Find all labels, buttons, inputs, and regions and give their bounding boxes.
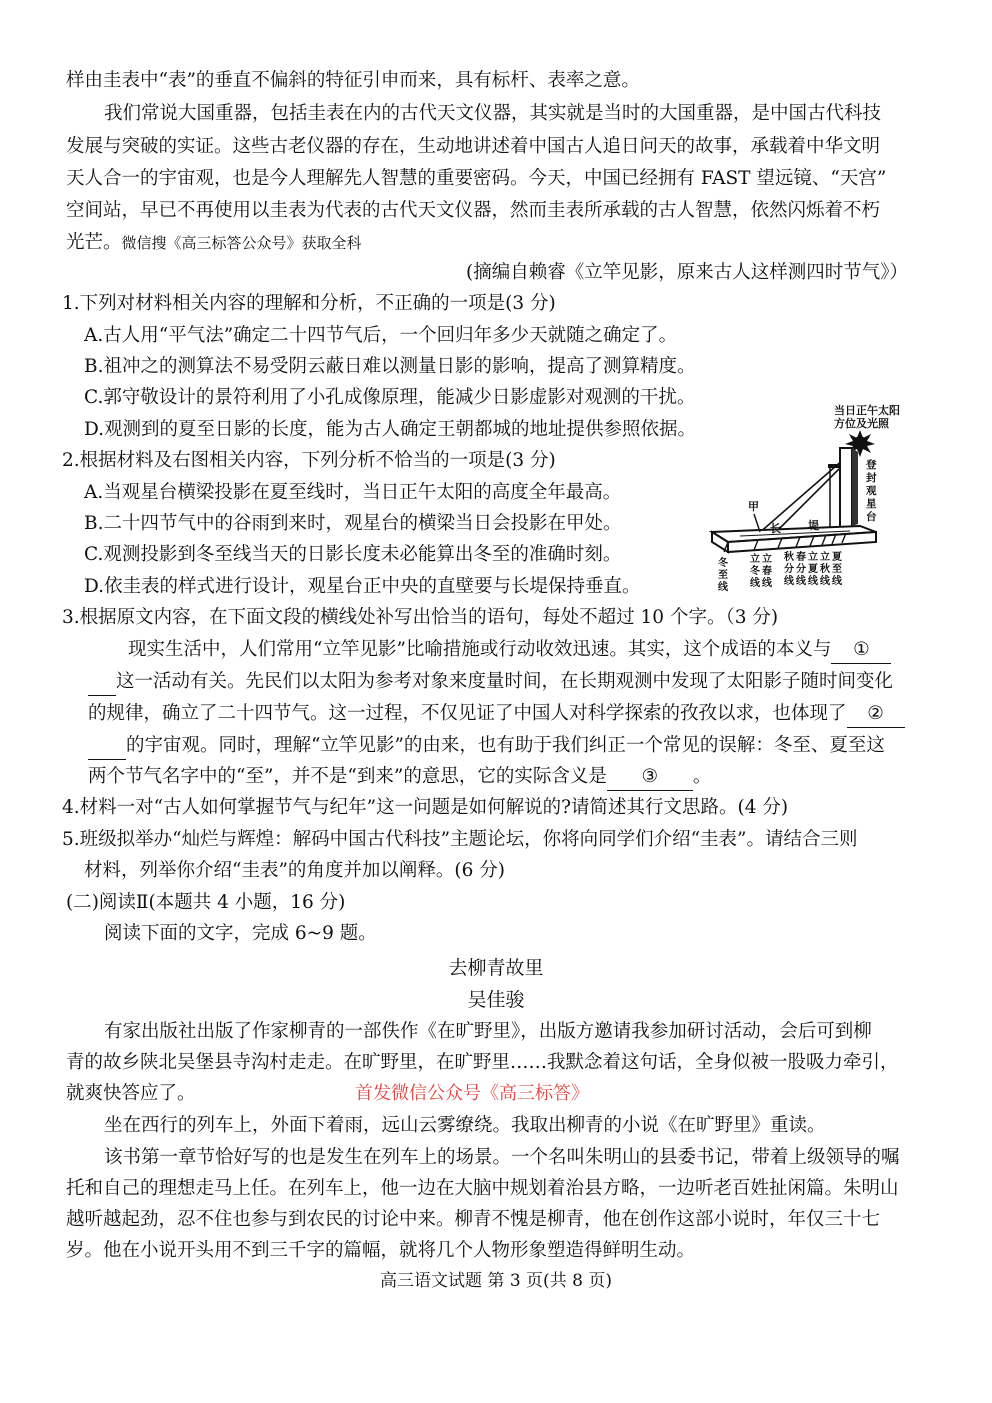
q2-stem: 2.根据材料及右图相关内容，下列分析不恰当的一项是(3 分) <box>62 450 556 471</box>
term-label-lichun <box>762 552 773 589</box>
story-p1-line-2: 青的故乡陕北吴堡县寺沟村走走。在旷野里，在旷野里……我默念着这句话，全身似被一股吸力牵引， <box>66 1052 899 1073</box>
q3-passage-line-2 <box>88 669 893 696</box>
svg-text:线: 线 <box>784 576 794 587</box>
story-author: 吴佳骏 <box>467 989 525 1011</box>
observatory-figure <box>700 396 940 602</box>
page-footer: 高三语文试题 第 3 页(共 8 页) <box>380 1271 612 1291</box>
story-p1-line-3: 就爽快答应了。 <box>66 1083 196 1104</box>
svg-text:线: 线 <box>762 578 772 589</box>
section-2-instruction: 阅读下面的文字，完成 6~9 题。 <box>104 923 377 944</box>
svg-text:冬: 冬 <box>750 566 760 577</box>
svg-text:线: 线 <box>718 582 728 593</box>
q3-passage-line-3 <box>88 701 905 728</box>
intro-line-6-text: 光芒。 <box>66 232 122 253</box>
tower-label-3: 观 <box>866 485 877 497</box>
intro-line-4: 天人合一的宇宙观，也是今人理解先人智慧的重要密码。今天，中国已经拥有 FAST 望远镜、“天宫” <box>66 168 887 189</box>
svg-text:夏: 夏 <box>808 564 818 575</box>
q3-text-2: 这一活动有关。先民们以太阳为参考对象来度量时间，在长期观测中发现了太阳影子随时间变化 <box>116 671 894 692</box>
story-p3-line-4: 岁。他在小说开头用不到三千字的篇幅，就将几个人物形象塑造得鲜明生动。 <box>66 1240 696 1261</box>
story-p1-line-1: 有家出版社出版了作家柳青的一部佚作《在旷野里》，出版方邀请我参加研讨活动，会后可到柳 <box>104 1021 872 1042</box>
svg-text:线: 线 <box>750 578 760 589</box>
watermark-text: 首发微信公众号《高三标答》 <box>355 1083 589 1104</box>
q3-blank-3: ③ <box>607 764 693 791</box>
intro-line-2: 我们常说大国重器，包括圭表在内的古代天文仪器，其实就是当时的大国重器，是中国古代科技 <box>104 103 882 124</box>
tower-label-4: 星 <box>866 498 877 510</box>
svg-text:至: 至 <box>718 570 728 581</box>
svg-text:线: 线 <box>796 576 806 587</box>
q4-stem: 4.材料一对“古人如何掌握节气与纪年”这一问题是如何解说的?请简述其行文思路。(4 分) <box>62 797 789 818</box>
story-p3-line-1: 该书第一章节恰好写的也是发生在列车上的场景。一个名叫朱明山的县委书记，带着上级领导的嘱 <box>104 1147 900 1168</box>
term-label-lidong <box>750 552 761 589</box>
svg-text:秋: 秋 <box>784 552 794 563</box>
svg-text:分: 分 <box>784 564 794 575</box>
tower-label-2: 封 <box>866 472 877 484</box>
q3-stem: 3.根据原文内容，在下面文段的横线处补写出恰当的语句，每处不超过 10 个字。（3 分) <box>62 607 779 628</box>
intro-line-5: 空间站，早已不再使用以圭表为代表的古代天文仪器，然而圭表所承载的古人智慧，依然闪烁着不朽 <box>66 200 881 221</box>
marker-jia: 甲 <box>748 500 759 513</box>
svg-text:至: 至 <box>832 564 842 575</box>
term-label-chunfen <box>796 550 807 587</box>
q3-passage-line-5 <box>88 764 711 791</box>
story-title: 去柳青故里 <box>448 957 544 979</box>
q3-passage-line-1 <box>128 637 891 664</box>
svg-text:春: 春 <box>796 552 806 563</box>
svg-text:立: 立 <box>750 554 760 565</box>
story-p2: 坐在西行的列车上，外面下着雨，远山云雾缭绕。我取出柳青的小说《在旷野里》重读。 <box>104 1115 826 1136</box>
term-label-qiufen <box>783 550 795 587</box>
term-label-liqiu <box>819 550 831 587</box>
wechat-promo: 微信搜《高三标答公众号》获取全科 <box>121 234 362 252</box>
intro-line-6 <box>66 230 362 256</box>
q2-option-b: B.二十四节气中的谷雨到来时，观星台的横梁当日会投影在甲处。 <box>84 513 622 534</box>
q5-line-1: 5.班级拟举办“灿烂与辉煌：解码中国古代科技”主题论坛，你将向同学们介绍“圭表”。请结合三则 <box>62 829 858 850</box>
svg-text:冬: 冬 <box>718 558 728 569</box>
section-2-header: (二)阅读Ⅱ(本题共 4 小题，16 分) <box>66 892 346 913</box>
story-p3-line-2: 托和自己的理想走马上任。在列车上，他一边在大脑中规划着治县方略，一边听老百姓扯闲篇。朱明山 <box>66 1178 899 1199</box>
q3-blank-2-cont <box>88 733 126 760</box>
q3-text-5-end: 。 <box>692 766 712 787</box>
q3-passage-line-4 <box>88 733 885 760</box>
svg-text:立: 立 <box>808 552 818 563</box>
sun-label-1: 当日正午太阳 <box>834 404 900 417</box>
q3-text-4: 的宇宙观。同时，理解“立竿见影”的由来，也有助于我们纠正一个常见的误解：冬至、夏至这 <box>126 735 885 756</box>
q3-text-3: 的规律，确立了二十四节气。这一过程，不仅见证了中国人对科学探索的孜孜以求，也体现了 <box>88 703 847 724</box>
intro-line-3: 发展与突破的实证。这些古老仪器的存在，生动地讲述着中国古人追日问天的故事，承载着中华文明 <box>66 136 881 157</box>
term-label-lixia <box>808 550 819 587</box>
q2-option-d: D.依圭表的样式进行设计，观星台正中央的直壁要与长堤保持垂直。 <box>84 576 641 597</box>
q3-text-5: 两个节气名字中的“至”，并不是“到来”的意思，它的实际含义是 <box>88 766 607 787</box>
svg-text:立: 立 <box>762 554 772 565</box>
tower-label-5: 台 <box>866 511 877 523</box>
long-embankment <box>712 526 876 552</box>
embankment-label-di: 堤 <box>808 519 819 532</box>
tower-structure <box>828 448 858 534</box>
q2-option-c: C.观测投影到冬至线当天的日影长度未必能算出冬至的准确时刻。 <box>84 544 622 565</box>
q3-blank-2: ② <box>847 701 905 728</box>
tower-label-1: 登 <box>866 459 877 471</box>
svg-text:分: 分 <box>796 564 806 575</box>
svg-text:夏: 夏 <box>832 552 842 563</box>
svg-text:秋: 秋 <box>820 564 830 575</box>
svg-text:线: 线 <box>808 576 818 587</box>
q5-line-2: 材料，列举你介绍“圭表”的角度并加以阐释。(6 分) <box>84 860 506 881</box>
q3-blank-1-cont <box>88 669 116 696</box>
term-label-xiazhi <box>832 550 843 587</box>
source-citation: (摘编自赖睿《立竿见影，原来古人这样测四时节气》） <box>466 262 908 283</box>
svg-text:线: 线 <box>820 576 830 587</box>
svg-text:春: 春 <box>762 566 772 577</box>
term-label-dongzhi <box>718 556 729 593</box>
svg-text:线: 线 <box>832 576 842 587</box>
q1-option-d: D.观测到的夏至日影的长度，能为古人确定王朝都城的地址提供参照依据。 <box>84 419 697 440</box>
sun-label-2: 方位及光照 <box>834 417 889 430</box>
q1-option-a: A.古人用“平气法”确定二十四节气后，一个回归年多少天就随之确定了。 <box>84 325 678 346</box>
q1-stem: 1.下列对材料相关内容的理解和分析，不正确的一项是(3 分) <box>62 293 556 314</box>
story-p3-line-3: 越听越起劲，忍不住也参与到农民的讨论中来。柳青不愧是柳青，他在创作这部小说时，年仅三十七 <box>66 1209 881 1230</box>
q1-option-b: B.祖冲之的测算法不易受阴云蔽日难以测量日影的影响，提高了测算精度。 <box>84 356 696 377</box>
q1-option-c: C.郭守敬设计的景符利用了小孔成像原理，能减少日影虚影对观测的干扰。 <box>84 387 696 408</box>
q3-blank-1: ① <box>831 637 891 664</box>
embankment-label-chang: 长 <box>770 522 781 535</box>
svg-text:立: 立 <box>820 552 830 563</box>
intro-line-1: 样由圭表中“表”的垂直不偏斜的特征引申而来，具有标杆、表率之意。 <box>66 70 640 91</box>
q2-option-a: A.当观星台横梁投影在夏至线时，当日正午太阳的高度全年最高。 <box>84 482 622 503</box>
q3-text-1: 现实生活中，人们常用“立竿见影”比喻措施或行动收效迅速。其实，这个成语的本义与 <box>128 639 832 660</box>
